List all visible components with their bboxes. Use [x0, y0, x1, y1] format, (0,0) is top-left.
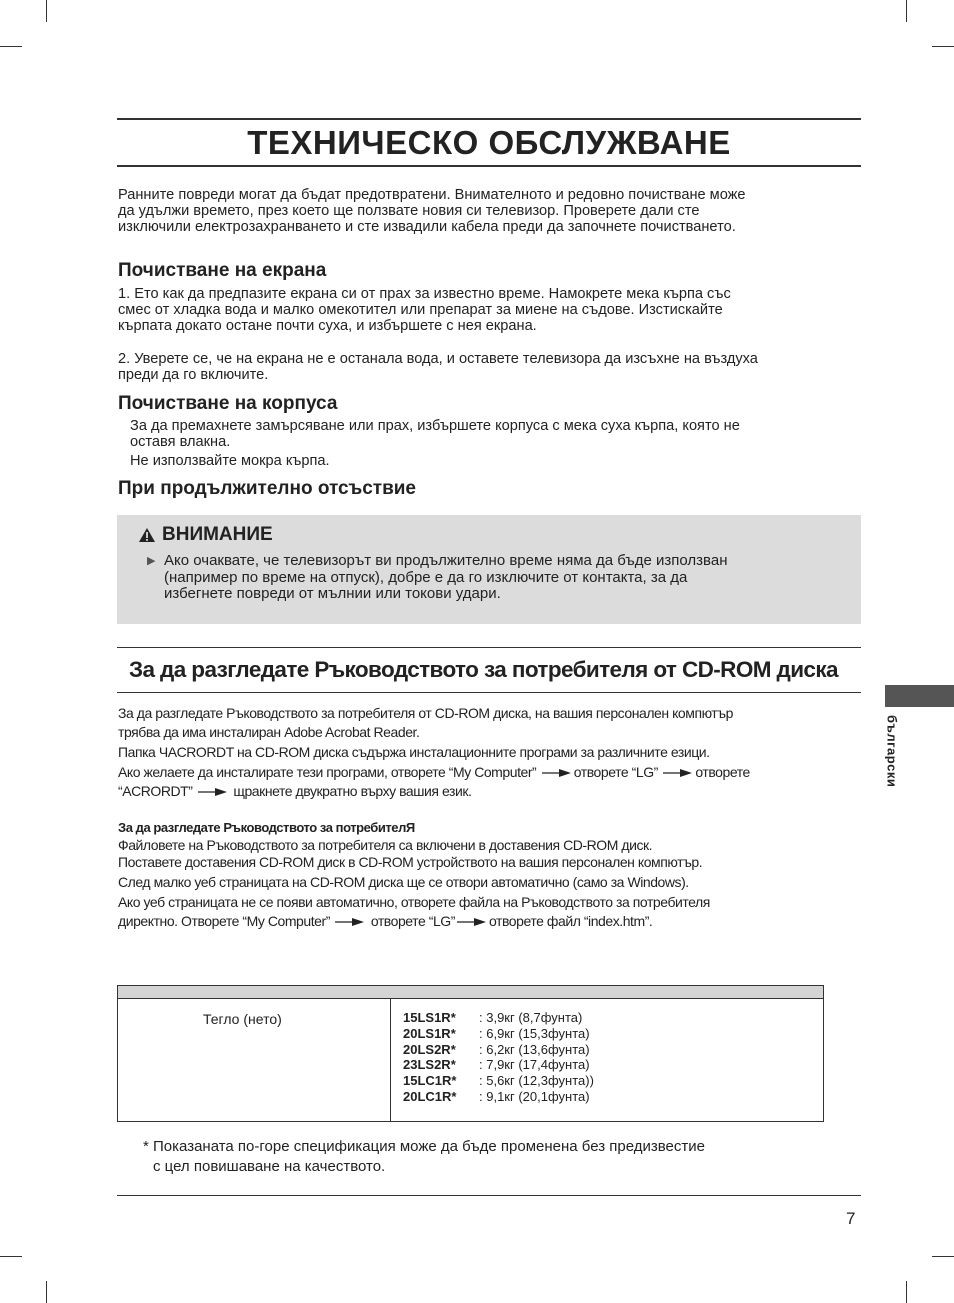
text-segment: отворете “LG”	[370, 913, 455, 929]
screen-cleaning-step-2	[118, 351, 856, 383]
footer-rule	[117, 1195, 861, 1196]
text-line: За да премахнете замърсяване или прах, избършете корпуса с мека суха кърпа, която не	[130, 418, 740, 434]
text-segment: отворете “LG”	[573, 764, 658, 780]
crop-mark	[0, 46, 22, 47]
crop-mark	[46, 0, 47, 22]
model-weight: : 6,9кг (15,3фунта)	[479, 1025, 590, 1041]
footnote-line: с цел повишаване на качеството.	[153, 1158, 386, 1175]
cabinet-cleaning-heading: Почистване на корпуса	[118, 393, 338, 414]
text-line: 2. Уверете се, че на екрана не е останала вода, и оставете телевизора да изсъхне на въздуха	[118, 351, 758, 367]
language-tab-marker	[885, 685, 954, 707]
model-name: 23LS2R	[403, 1057, 451, 1073]
model-weight: : 5,6кг (12,3фунта))	[479, 1073, 594, 1089]
model-name: 15LC1R	[403, 1073, 452, 1089]
screen-cleaning-heading: Почистване на екрана	[118, 260, 327, 281]
intro-line: изключили електрозахранването и сте извадили кабела преди да започнете почистването.	[118, 219, 736, 235]
screen-cleaning-step-1	[118, 286, 856, 334]
spec-weight-label: Тегло (нето)	[203, 1011, 282, 1027]
spec-model-row	[403, 1089, 594, 1105]
model-name: 15LS1R	[403, 1010, 451, 1025]
intro-line: да удължи времето, през което ще ползвате новия си телевизор. Проверете дали сте	[118, 203, 700, 219]
cd-heading-text: За да разгледате Ръководството за потребителя от CD-ROM диска	[129, 657, 838, 682]
crop-mark	[932, 46, 954, 47]
text-line: 1. Ето как да предпазите екрана си от прах за известно време. Намокрете мека кърпа със	[118, 286, 731, 302]
arrow-right-icon	[542, 768, 572, 778]
crop-mark	[932, 1256, 954, 1257]
model-weight: : 9,1кг (20,1фунта)	[479, 1088, 590, 1104]
spec-model-row	[403, 1042, 594, 1058]
caution-text	[164, 553, 844, 603]
cd-line: Поставете доставения CD-ROM диск в CD-ROM устройството на вашия персонален компютър.	[118, 854, 703, 870]
text-segment: отворете	[695, 764, 750, 780]
spec-model-row	[403, 1073, 594, 1089]
page-title: ТЕХНИЧЕСКО ОБСЛУЖВАНЕ	[117, 118, 861, 167]
text-line: кърпата докато остане почти суха, и избършете с нея екрана.	[118, 318, 537, 334]
cd-line: За да разгледате Ръководството за потребителя от CD-ROM диска, на вашия персонален компютър	[118, 705, 733, 721]
caution-box	[117, 515, 861, 624]
cd-line: Папка ЧACRORDT на CD-ROM диска съдържа инсталационните програми за различните езици.	[118, 744, 710, 760]
arrow-right-icon	[335, 917, 365, 927]
model-mark: *	[450, 1025, 456, 1041]
spec-model-row	[403, 1026, 594, 1042]
text-segment: “ACRORDT”	[118, 783, 193, 799]
model-mark: *	[451, 1088, 457, 1104]
cd-sub-heading: За да разгледате Ръководството за потребителЯ	[118, 820, 415, 835]
crop-mark	[46, 1281, 47, 1303]
text-line: смес от хладка вода и малко омекотител или препарат за миене на съдове. Изстискайте	[118, 302, 723, 318]
spec-model-row	[403, 1057, 594, 1073]
caution-heading: ВНИМАНИЕ	[162, 524, 273, 545]
arrow-right-icon	[663, 768, 693, 778]
intro-text	[118, 187, 856, 235]
model-mark: *	[450, 1057, 456, 1073]
spec-table-divider	[390, 999, 391, 1121]
model-name: 20LS2R	[403, 1041, 451, 1057]
page-number: 7	[846, 1209, 856, 1228]
text-segment: щракнете двукратно върху вашия език.	[233, 783, 472, 799]
spec-model-list	[403, 1010, 594, 1105]
triangle-bullet-icon: ▶	[147, 555, 156, 567]
model-mark: *	[450, 1010, 456, 1025]
spec-footnote	[143, 1137, 705, 1177]
cd-line: Файловете на Ръководството за потребителя са включени в доставения CD-ROM диск.	[118, 837, 653, 853]
crop-mark	[906, 1281, 907, 1303]
cd-line: трябва да има инсталиран Adobe Acrobat Reader.	[118, 724, 420, 740]
absence-heading: При продължително отсъствие	[118, 478, 416, 499]
model-weight: : 7,9кг (17,4фунта)	[479, 1057, 590, 1073]
text-line: Не използвайте мокра кърпа.	[130, 453, 330, 469]
text-line: избегнете повреди от мълнии или токови удари.	[164, 585, 501, 602]
text-segment: Ако желаете да инсталирате тези програми, отворете “My Computer”	[118, 764, 537, 780]
model-name: 20LC1R	[403, 1088, 452, 1104]
language-label: български	[884, 715, 900, 788]
intro-line: Ранните повреди могат да бъдат предотвратени. Внимателното и редовно почистване може	[118, 187, 746, 203]
model-weight: : 6,2кг (13,6фунта)	[479, 1041, 590, 1057]
crop-mark	[0, 1256, 22, 1257]
arrow-right-icon	[198, 787, 228, 797]
cd-line: Ако уеб страницата не се появи автоматично, отворете файла на Ръководството за потребителя	[118, 894, 710, 910]
model-mark: *	[451, 1073, 457, 1089]
text-line: Ако очаквате, че телевизорът ви продължително време няма да бъде използван	[164, 552, 728, 569]
arrow-right-icon	[457, 917, 487, 927]
cd-section-heading	[117, 647, 861, 693]
footnote-line: * Показаната по-горе спецификация може да бъде променена без предизвестие	[143, 1138, 705, 1155]
cd-line: След малко уеб страницата на CD-ROM диска ще се отвори автоматично (само за Windows).	[118, 874, 689, 890]
spec-table-header	[118, 986, 823, 999]
text-segment: директно. Отворете “My Computer”	[118, 913, 330, 929]
cabinet-cleaning-text	[130, 418, 850, 469]
text-line: оставя влакна.	[130, 434, 231, 450]
crop-mark	[906, 0, 907, 22]
cd-install-line	[118, 763, 858, 781]
caution-heading-row	[138, 524, 273, 546]
model-mark: *	[450, 1041, 456, 1057]
model-name: 20LS1R	[403, 1025, 451, 1041]
spec-table	[117, 985, 824, 1122]
text-line: преди да го включите.	[118, 367, 269, 383]
warning-triangle-icon	[138, 527, 156, 543]
cd-open-line	[118, 912, 858, 930]
model-weight: : 3,9кг (8,7фунта)	[479, 1010, 583, 1025]
text-line: (например по време на отпуск), добре е да го изключите от контакта, за да	[164, 568, 688, 586]
spec-model-row	[403, 1010, 594, 1026]
cd-install-line	[118, 782, 858, 800]
text-segment: отворете файл “index.htm”.	[488, 913, 653, 929]
